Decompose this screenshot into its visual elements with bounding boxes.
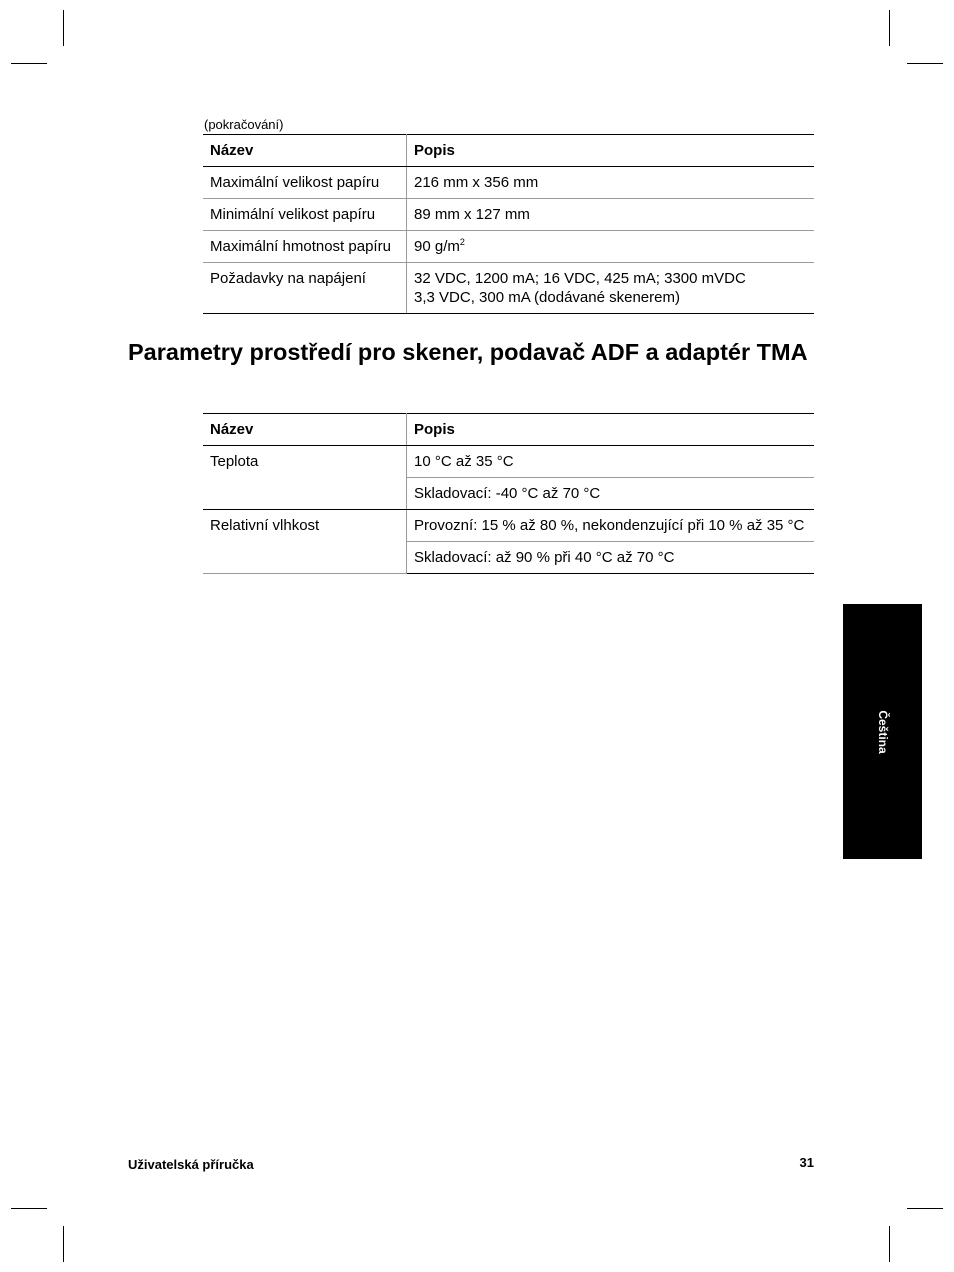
column-header-description: Popis: [407, 414, 815, 446]
row-description: Skladovací: -40 °C až 70 °C: [407, 478, 815, 510]
environment-table: [203, 413, 814, 574]
column-header-name: Název: [203, 414, 407, 446]
row-name: Relativní vlhkost: [203, 510, 407, 574]
description-line: 3,3 VDC, 300 mA (dodávané skenerem): [414, 289, 680, 306]
row-description: 10 °C až 35 °C: [407, 446, 815, 478]
section-title: Parametry prostředí pro skener, podavač ADF a adaptér TMA: [128, 339, 808, 365]
row-description: Skladovací: až 90 % při 40 °C až 70 °C: [407, 542, 815, 574]
superscript: 2: [459, 237, 465, 247]
table-row: [203, 263, 814, 314]
crop-mark: [889, 10, 890, 46]
continued-label: (pokračování): [204, 117, 284, 132]
table-row: [203, 167, 814, 199]
table-row: [203, 231, 814, 263]
table-row: [203, 199, 814, 231]
row-name: Maximální velikost papíru: [203, 167, 407, 199]
crop-mark: [11, 1208, 47, 1209]
crop-mark: [63, 1226, 64, 1262]
row-name: Maximální hmotnost papíru: [203, 231, 407, 263]
row-description: 216 mm x 356 mm: [407, 167, 815, 199]
description-line: 32 VDC, 1200 mA; 16 VDC, 425 mA; 3300 mVDC: [414, 270, 746, 287]
crop-mark: [907, 63, 943, 64]
table-header-row: [203, 135, 814, 167]
row-description: Provozní: 15 % až 80 %, nekondenzující při 10 % až 35 °C: [407, 510, 815, 542]
crop-mark: [11, 63, 47, 64]
page-number: 31: [799, 1155, 814, 1170]
row-name: Minimální velikost papíru: [203, 199, 407, 231]
table-row: [203, 446, 814, 478]
column-header-description: Popis: [407, 135, 815, 167]
row-name: Teplota: [203, 446, 407, 510]
row-name: Požadavky na napájení: [203, 263, 407, 314]
column-header-name: Název: [203, 135, 407, 167]
row-description: 89 mm x 127 mm: [407, 199, 815, 231]
table-header-row: [203, 414, 814, 446]
weight-value: 90 g/m: [414, 238, 460, 255]
crop-mark: [889, 1226, 890, 1262]
row-description: [407, 231, 815, 263]
specifications-table: [203, 134, 814, 314]
crop-mark: [907, 1208, 943, 1209]
table-row: [203, 510, 814, 542]
language-label: Čeština: [875, 710, 890, 754]
footer-title: Uživatelská příručka: [128, 1157, 254, 1172]
language-tab: [843, 604, 922, 859]
row-description: [407, 263, 815, 314]
crop-mark: [63, 10, 64, 46]
